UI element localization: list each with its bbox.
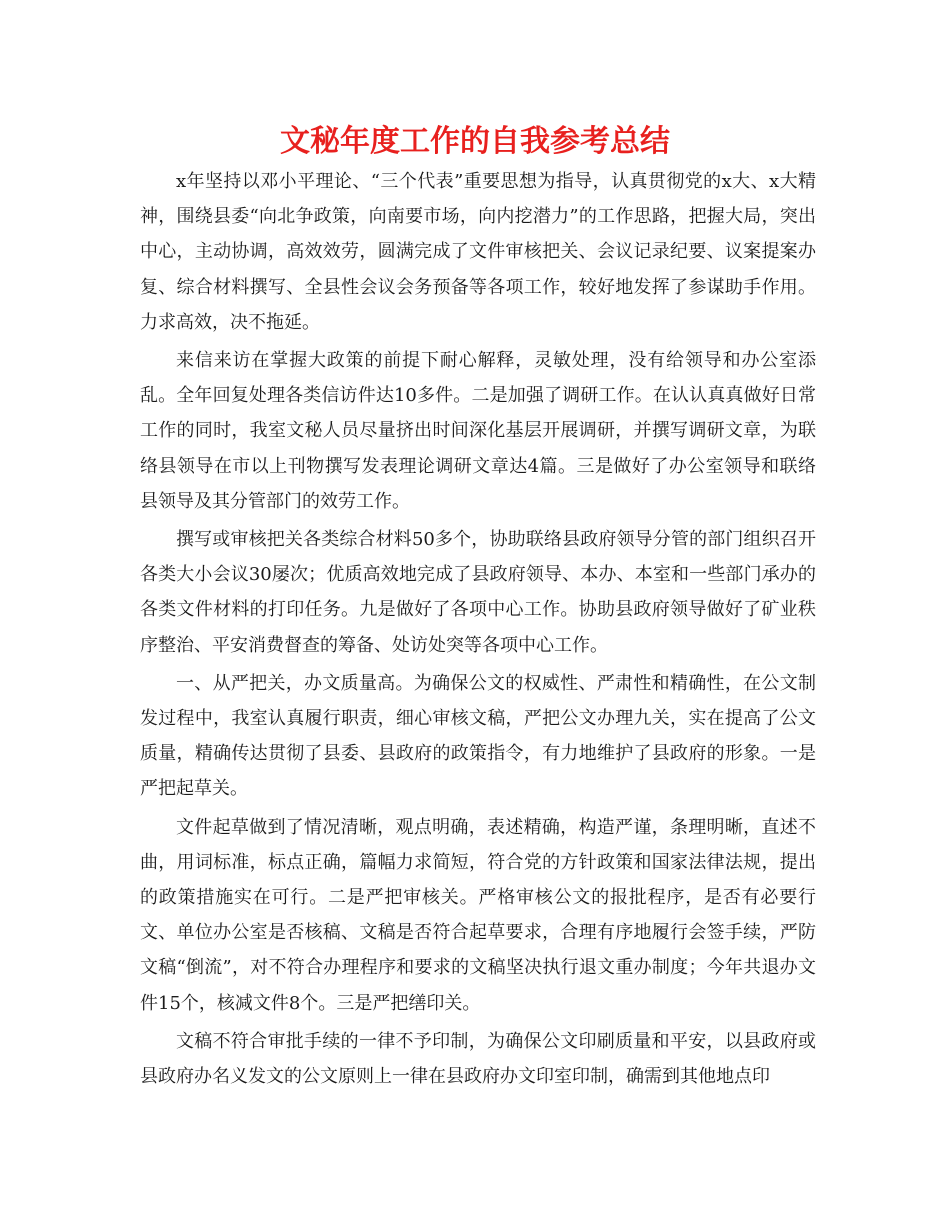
paragraph-6: 文稿不符合审批手续的一律不予印制，为确保公文印刷质量和平安，以县政府或县政府办名义发文的公文原则上一律在县政府办文印室印制，确需到其他地点印 (140, 1030, 816, 1088)
paragraph-4: 一、从严把关，办文质量高。为确保公文的权威性、严肃性和精确性，在公文制发过程中，我室认真履行职责，细心审核文稿，严把公文办理九关，实在提高了公文质量，精确传达贯彻了县委、县政府的政策指令，有力地维护了县政府的形象。一是严把起草关。 (140, 672, 816, 800)
paragraph-3: 撰写或审核把关各类综合材料50多个，协助联络县政府领导分管的部门组织召开各类大小会议30屡次；优质高效地完成了县政府领导、本办、本室和一些部门承办的各类文件材料的打印任务。九是做好了各项中心工作。协助县政府领导做好了矿业秩序整治、平安消费督查的筹备、处访处突等各项中心工作。 (140, 529, 816, 656)
paragraph-2: 来信来访在掌握大政策的前提下耐心解释，灵敏处理，没有给领导和办公室添乱。全年回复处理各类信访件达10多件。二是加强了调研工作。在认认真真做好日常工作的同时，我室文秘人员尽量挤出时间深化基层开展调研，并撰写调研文章，为联络县领导在市以上刊物撰写发表理论调研文章达4篇。三是做好了办公室领导和联络县领导及其分管部门的效劳工作。 (140, 350, 816, 512)
document-title: 文秘年度工作的自我参考总结 (280, 124, 670, 159)
paragraph-5: 文件起草做到了情况清晰，观点明确，表述精确，构造严谨，条理明晰，直述不曲，用词标准，标点正确，篇幅力求简短，符合党的方针政策和国家法律法规，提出的政策措施实在可行。二是严把审核关。严格审核公文的报批程序，是否有必要行文、单位办公室是否核稿、文稿是否符合起草要求，合理有序地履行会签手续，严防文稿“倒流”，对不符合办理程序和要求的文稿坚决执行退文重办制度；今年共退办文件15个，核减文件8个。三是严把缮印关。 (140, 816, 816, 1014)
document-body (140, 164, 816, 1097)
paragraph-1: x年坚持以邓小平理论、“三个代表”重要思想为指导，认真贯彻党的x大、x大精神，围绕县委“向北争政策，向南要市场，向内挖潜力”的工作思路，把握大局，突出中心，主动协调，高效效劳，圆满完成了文件审核把关、会议记录纪要、议案提案办复、综合材料撰写、全县性会议会务预备等各项工作，较好地发挥了参谋助手作用。力求高效，决不拖延。 (140, 171, 816, 333)
